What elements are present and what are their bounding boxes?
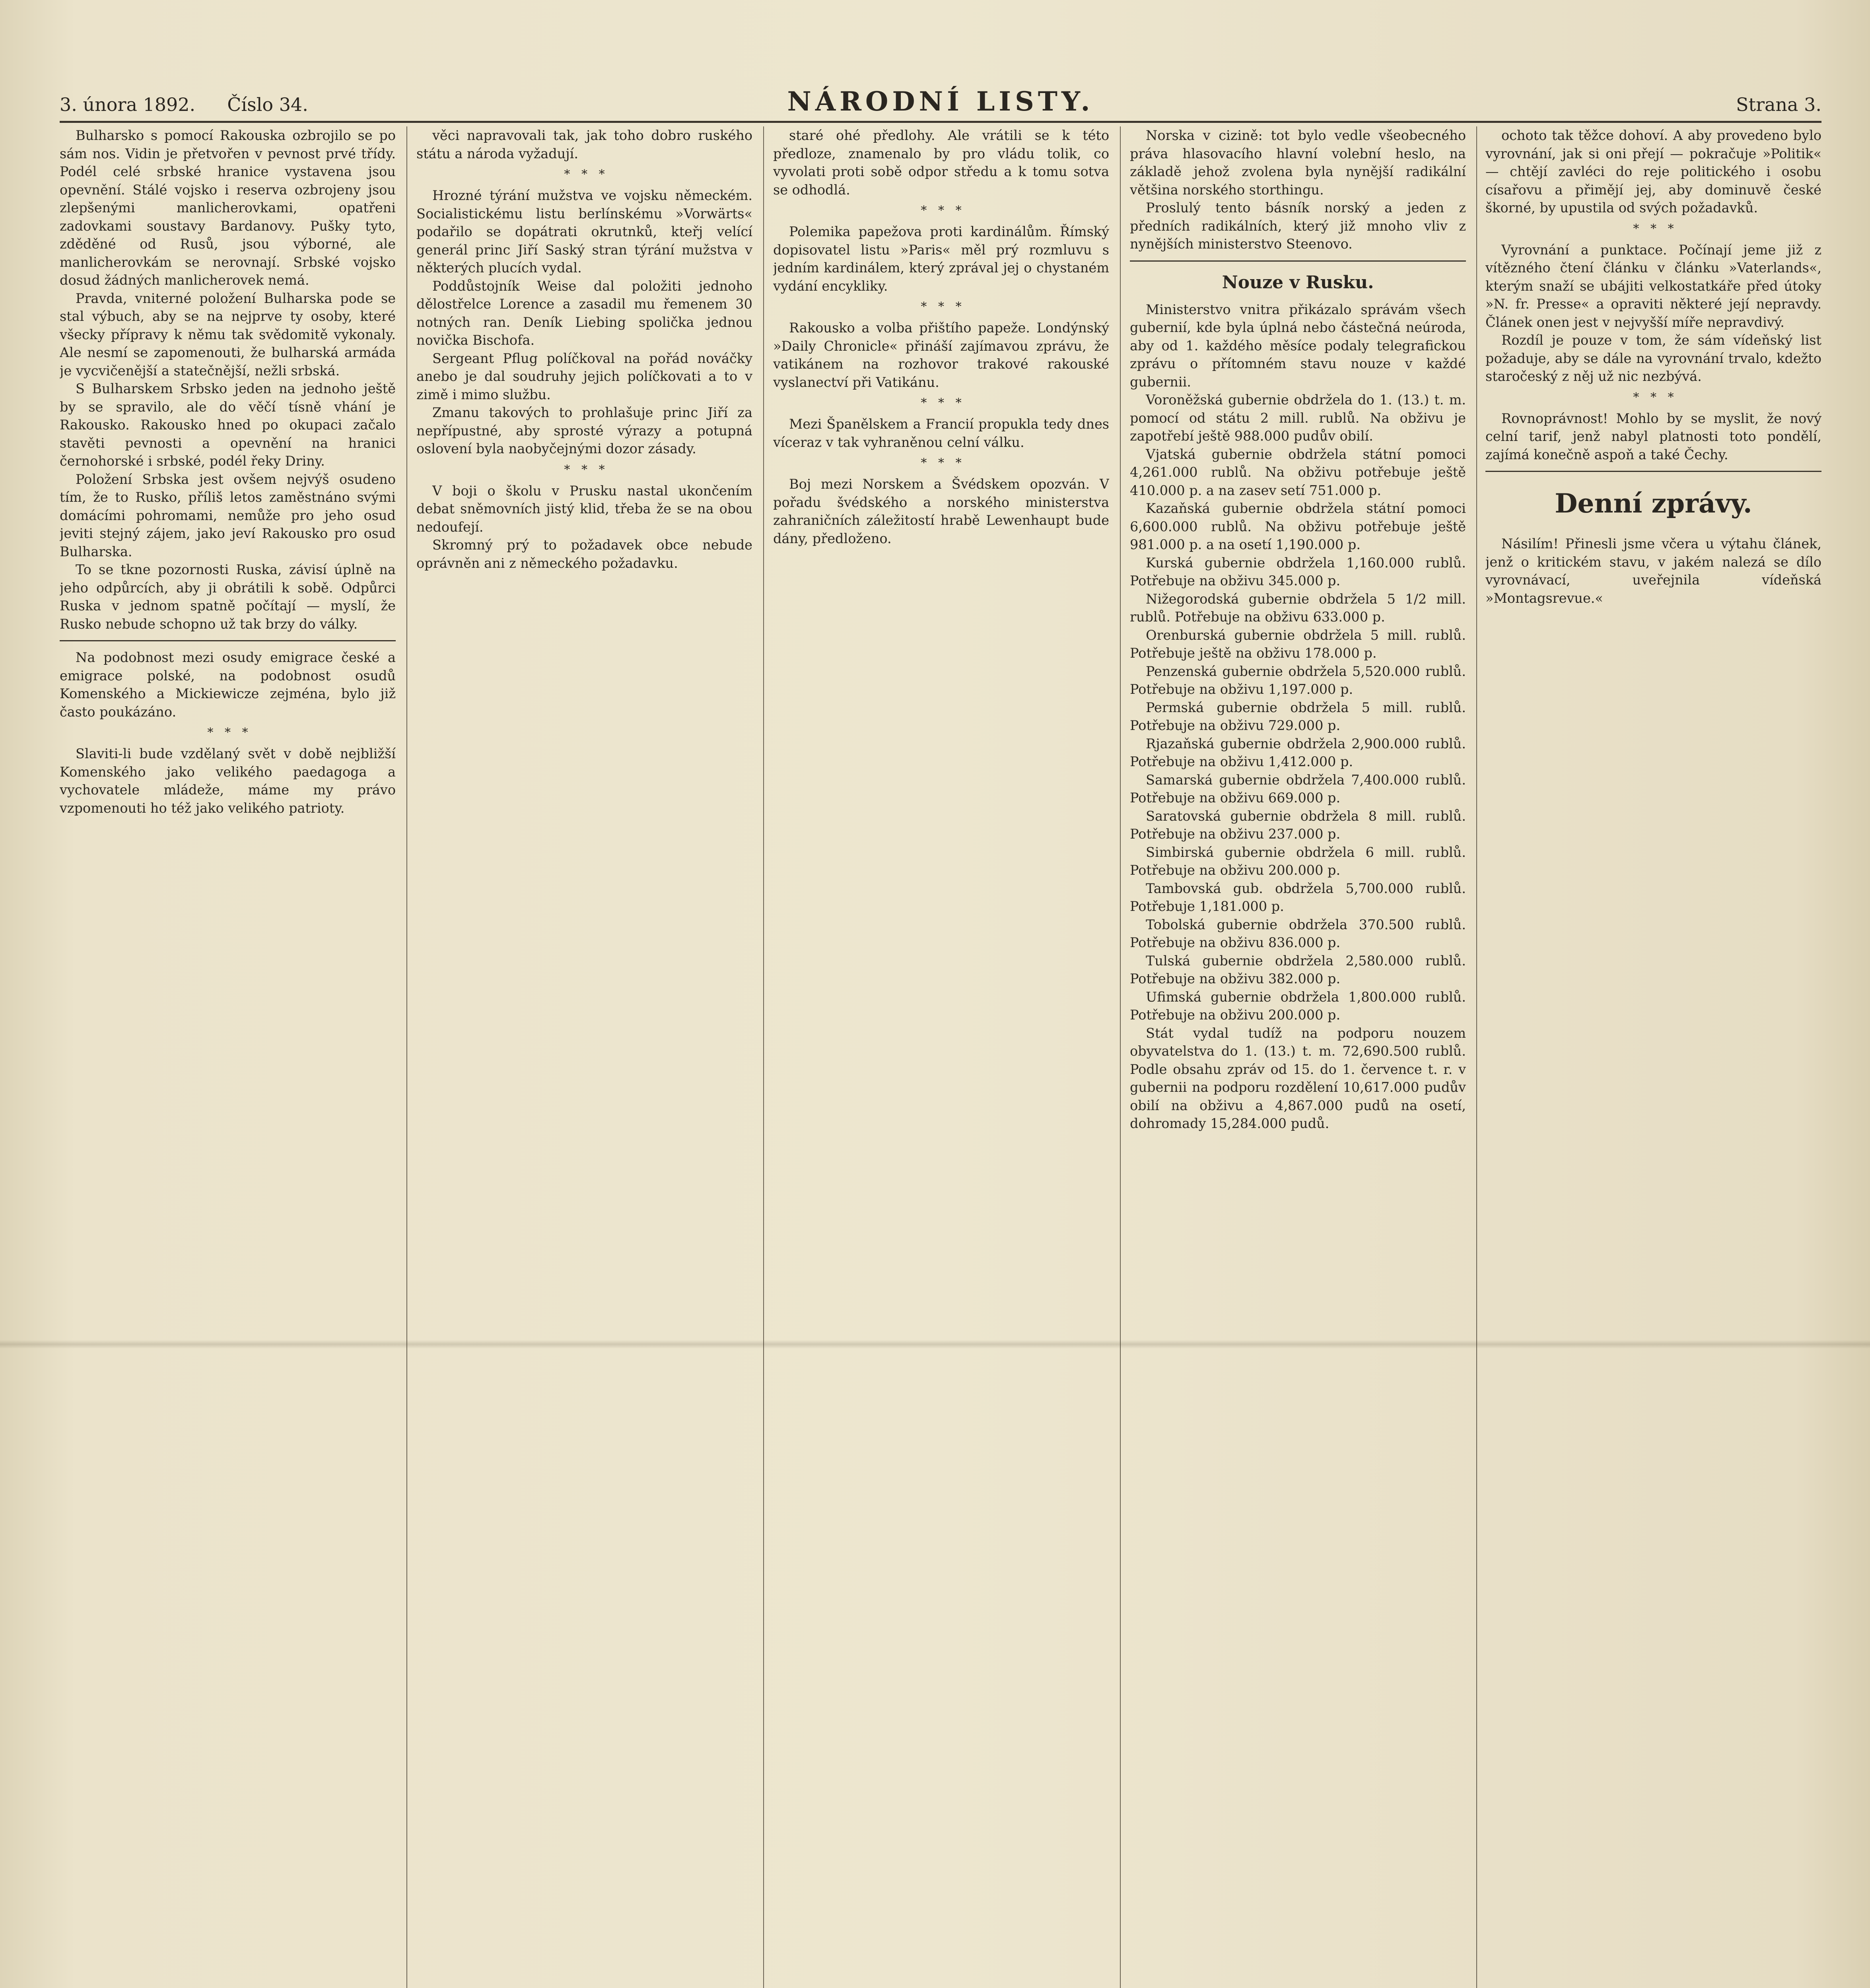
article-paragraph: Skromný prý to požadavek obce nebude oprávněn ani z německého požadavku. <box>416 537 752 571</box>
column-divider <box>763 126 764 1988</box>
section-separator: * * * <box>564 462 605 477</box>
section-separator: * * * <box>921 204 962 217</box>
article-paragraph: ochoto tak těžce dohoví. A aby provedeno bylo vyrovnání, jak si oni přejí — pokračuje »Politik« — chtějí zavléci do reje politického i osobu císařovu a přimějí jej, aby dominuvě české škorné, by upustila od svých požadavků. <box>1485 128 1821 215</box>
article-paragraph: Nižegorodská gubernie obdržela 5 1/2 mill. rublů. Potřebuje na obživu 633.000 p. <box>1130 591 1466 625</box>
article-paragraph: Tulská gubernie obdržela 2,580.000 rublů. Potřebuje na obživu 382.000 p. <box>1130 953 1466 986</box>
article-paragraph: Tambovská gub. obdržela 5,700.000 rublů. Potřebuje 1,181.000 p. <box>1130 880 1466 914</box>
article-paragraph: To se tkne pozornosti Ruska, závisí úplně na jeho odpůrcích, aby ji obrátili k sobě. Odpůrci Ruska v jednom spatně počítají — myslí, že Rusko nebude schopno už tak brzy do války. <box>60 562 396 632</box>
section-heading: Nouze v Rusku. <box>1222 272 1374 293</box>
section-separator: * * * <box>1633 221 1674 236</box>
article-paragraph: Položení Srbska jest ovšem nejvýš osudeno tím, že to Rusko, příliš letos zaměstnáno svými domácími pohromami, nemůže pro jeho osud jeviti stejný zájem, jako jeví Rakousko pro osud Bulharska. <box>60 471 396 559</box>
section-separator: * * * <box>921 456 962 470</box>
article-paragraph: Saratovská gubernie obdržela 8 mill. rublů. Potřebuje na obživu 237.000 p. <box>1130 808 1466 842</box>
article-paragraph: Voroněžská gubernie obdržela do 1. (13.) t. m. pomocí od státu 2 mill. rublů. Na obživu je zapotřebí ještě 988.000 pudův obilí. <box>1130 392 1466 444</box>
newspaper-title: NÁRODNÍ LISTY. <box>787 86 1094 117</box>
article-paragraph: Samarská gubernie obdržela 7,400.000 rublů. Potřebuje na obživu 669.000 p. <box>1130 772 1466 806</box>
section-separator: * * * <box>921 396 962 410</box>
article-paragraph: věci napravovali tak, jak toho dobro ruského státu a národa vyžadují. <box>416 128 752 161</box>
section-heading: Denní zprávy. <box>1555 488 1752 519</box>
column-divider <box>1120 126 1121 1988</box>
article-paragraph: Norska v cizině: tot bylo vedle všeobecného práva hlasovacího hlavní volební heslo, na základě jehož zvolena byla nynější radikální většina norského storthingu. <box>1130 128 1466 198</box>
section-separator: * * * <box>564 167 605 181</box>
masthead-left <box>60 94 308 115</box>
issue-date: 3. února 1892. <box>60 94 196 115</box>
column-divider <box>1476 126 1477 1988</box>
article-paragraph: Rakousko a volba přištího papeže. Londýnský »Daily Chronicle« přináší zajímavou zprávu, že vatikánem na rozhovor trakové rakouské vyslanectví při Vatikánu. <box>773 320 1109 390</box>
article-paragraph: Rozdíl je pouze v tom, že sám vídeňský list požaduje, aby se dále na vyrovnání trvalo, kdežto staročeský z něj už nic nezbývá. <box>1485 332 1821 384</box>
article-paragraph: Pravda, vniterné položení Bulharska pode se stal výbuch, aby se na nejprve ty osoby, které všecky přípravy k němu tak svědomitě vykonaly. Ale nesmí se zapomenouti, že bulharská armáda je vycvičenější a statečnější, nežli srbská. <box>60 290 396 379</box>
article-paragraph: Násilím! Přinesli jsme včera u výtahu článek, jenž o kritickém stavu, v jakém nalezá se dílo vyrovnávací, uveřejnila vídeňská »Montagsrevue.« <box>1485 536 1821 606</box>
article-paragraph: Stát vydal tudíž na podporu nouzem obyvatelstva do 1. (13.) t. m. 72,690.500 rublů. Podle obsahu zpráv od 15. do 1. července t. r. v gubernii na podporu rozdělení 10,617.000 pudův obilí na obživu a 4,867.000 pudů na osetí, dohromady 15,284.000 pudů. <box>1130 1025 1466 1131</box>
article-paragraph: Simbirská gubernie obdržela 6 mill. rublů. Potřebuje na obživu 200.000 p. <box>1130 844 1466 878</box>
article-paragraph: Sergeant Pflug políčkoval na pořád nováčky anebo je dal soudruhy jejich políčkovati a to v zimě i mimo službu. <box>416 350 752 402</box>
section-rule <box>1130 260 1466 262</box>
article-paragraph: V boji o školu v Prusku nastal ukončením debat sněmovních jistý klid, třeba že se na obou nedoufejí. <box>416 483 752 535</box>
article-paragraph: Tobolská gubernie obdržela 370.500 rublů. Potřebuje na obživu 836.000 p. <box>1130 916 1466 950</box>
page-number: Strana 3. <box>1736 94 1821 115</box>
article-paragraph: Orenburská gubernie obdržela 5 mill. rublů. Potřebuje ještě na obživu 178.000 p. <box>1130 627 1466 661</box>
article-paragraph: Permská gubernie obdržela 5 mill. rublů. Potřebuje na obživu 729.000 p. <box>1130 699 1466 733</box>
column-divider <box>406 126 407 1988</box>
article-paragraph: Hrozné týrání mužstva ve vojsku německém. Socialistickému listu berlínskému »Vorwärts« podařilo se dopátrati okrutnků, kteřj velící generál princ Jiří Saský stran týrání mužstva v některých plucích vydal. <box>416 188 752 276</box>
article-paragraph: Rjazaňská gubernie obdržela 2,900.000 rublů. Potřebuje na obživu 1,412.000 p. <box>1130 736 1466 769</box>
article-paragraph: Boj mezi Norskem a Švédskem opozván. V pořadu švédského a norského ministerstva zahraničních záležitostí hrabě Lewenhaupt bude dány, předloženo. <box>773 476 1109 546</box>
article-paragraph: Vjatská gubernie obdržela státní pomoci 4,261.000 rublů. Na obživu potřebuje ještě 410.000 p. a na zasev setí 751.000 p. <box>1130 446 1466 498</box>
article-paragraph: Penzenská gubernie obdržela 5,520.000 rublů. Potřebuje na obživu 1,197.000 p. <box>1130 663 1466 697</box>
masthead <box>60 78 1821 123</box>
article-paragraph: Kazaňská gubernie obdržela státní pomoci 6,600.000 rublů. Na obživu potřebuje ještě 981.000 p. a na osetí 1,190.000 p. <box>1130 501 1466 552</box>
section-separator: * * * <box>207 726 248 740</box>
paper-fold <box>0 1340 1870 1349</box>
article-paragraph: Mezi Španělskem a Francií propukla tedy dnes víceraz v tak vyhraněnou celní válku. <box>773 416 1109 450</box>
article-paragraph: Na podobnost mezi osudy emigrace české a emigrace polské, na podobnost osudů Komenského a Mickiewicze zejména, bylo již často poukázáno. <box>60 650 396 720</box>
article-paragraph: Proslulý tento básník norský a jeden z předních radikálních, který již mnoho vliv z nynějších ministerstvo Steenovo. <box>1130 200 1466 252</box>
article-paragraph: Slaviti-li bude vzdělaný svět v době nejbližší Komenského jako velikého paedagoga a vychovatele mládeže, máme my právo vzpomenouti ho též jako velikého patrioty. <box>60 746 396 816</box>
column-3 <box>773 126 1109 1988</box>
column-4 <box>1130 126 1466 1988</box>
article-paragraph: Poddůstojník Weise dal položiti jednoho dělostřelce Lorence a zasadil mu řemenem 30 notných ran. Deník Liebing spolička jednou novička Bischofa. <box>416 278 752 348</box>
article-paragraph: Zmanu takových to prohlašuje princ Jiří za nepřípustné, aby sprosté výrazy a potupná oslovení byla naobyčejnými dozor zásady. <box>416 405 752 456</box>
article-paragraph: Vyrovnání a punktace. Počínají jeme již z vítězného čtení článku v článku »Vaterlands«, kterým snaží se ubájiti velkostatkáře před útoky »N. fr. Presse« a opraviti některé její nepravdy. Článek onen jest v nejvyšší míře nepravdivý. <box>1485 242 1821 330</box>
columns <box>60 126 1821 1988</box>
article-paragraph: Ufimská gubernie obdržela 1,800.000 rublů. Potřebuje na obživu 200.000 p. <box>1130 989 1466 1023</box>
column-5 <box>1485 126 1821 1988</box>
article-paragraph: Rovnoprávnost! Mohlo by se myslit, že nový celní tarif, jenž nabyl platnosti toto pondělí, zajímá konečně aspoň a také Čechy. <box>1485 410 1821 462</box>
article-paragraph: Kurská gubernie obdržela 1,160.000 rublů. Potřebuje na obživu 345.000 p. <box>1130 555 1466 588</box>
article-paragraph: Ministerstvo vnitra přikázalo správám všech gubernií, kde byla úplná nebo částečná neúroda, aby od 1. každého měsíce podaly telegrafickou zprávu o přítomném stavu nouze v každé gubernii. <box>1130 301 1466 390</box>
issue-number: Číslo 34. <box>227 94 308 115</box>
section-rule <box>60 640 396 641</box>
article-paragraph: Bulharsko s pomocí Rakouska ozbrojilo se po sám nos. Vidin je přetvořen v pevnost prvé třídy. Podél celé srbské hranice vystavena jsou opevnění. Stálé vojsko i reserva ozbrojeny jsou zlepšenými manlicherovkami, opatřeni zadovkami soustavy Bardanovy. Pušky tyto, zděděné od Rusů, jsou výborné, ale manlicherovkám se nerovnají. Srbské vojsko dosud žádných manlicherovek nemá. <box>60 128 396 288</box>
section-separator: * * * <box>921 300 962 314</box>
article-paragraph: S Bulharskem Srbsko jeden na jednoho ještě by se spravilo, ale do věčí tísně vhání je Rakousko. Rakousko hned po okupaci začalo stavěti pevnosti a opevnění na hranici černohorské i srbské, podél řeky Driny. <box>60 381 396 469</box>
article-paragraph: Polemika papežova proti kardinálům. Římský dopisovatel listu »Paris« měl prý rozmluvu s jedním kardinálem, který zprával jej o chystaném vydání encykliky. <box>773 224 1109 294</box>
article-paragraph: staré ohé předlohy. Ale vrátili se k této předloze, znamenalo by pro vládu tolik, co vyvolati proti sobě odpor středu a k tomu sotva se odhodlá. <box>773 128 1109 198</box>
section-separator: * * * <box>1633 390 1674 404</box>
column-1 <box>60 126 396 1988</box>
section-rule <box>1485 471 1821 472</box>
column-2 <box>416 126 752 1988</box>
